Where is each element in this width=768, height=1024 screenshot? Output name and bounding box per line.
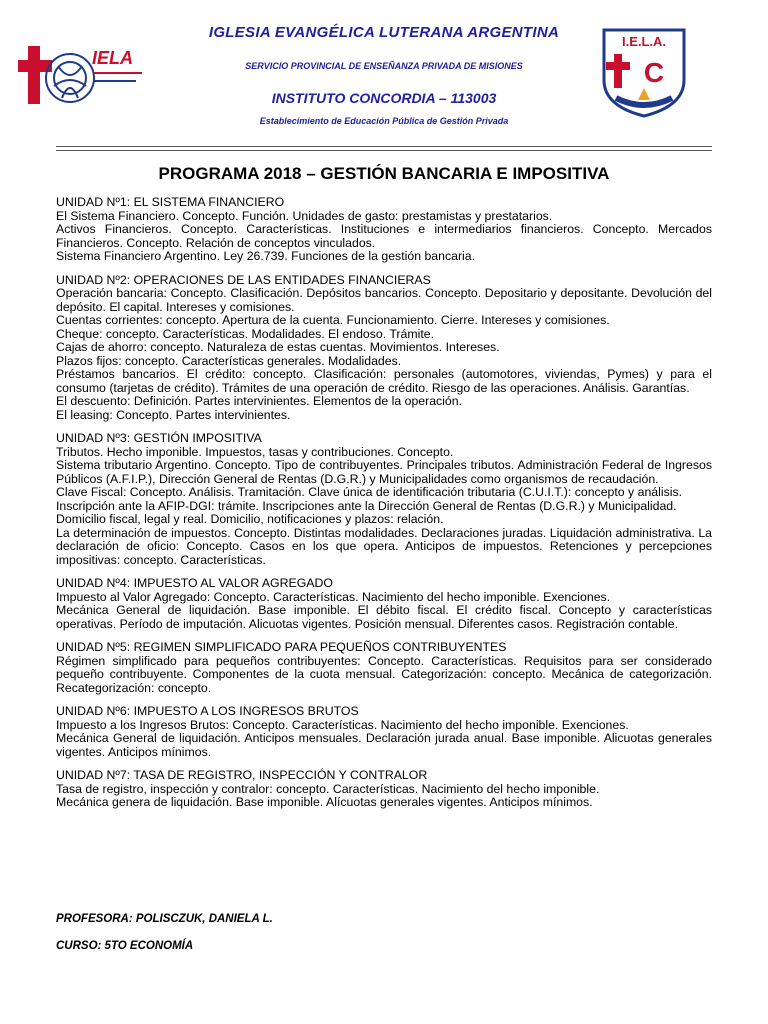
unit-5 bbox=[56, 641, 712, 695]
unit-2 bbox=[56, 274, 712, 423]
program-content bbox=[56, 196, 712, 820]
unit-line: Cheque: concepto. Características. Modalidades. El endoso. Trámite. bbox=[56, 326, 434, 341]
unit-line: Impuesto al Valor Agregado: Concepto. Características. Nacimiento del hecho imponible. Exenciones. bbox=[56, 589, 611, 604]
unit-line: Plazos fijos: concepto. Características generales. Modalidades. bbox=[56, 353, 402, 368]
unit-line: Mecánica General de liquidación. Base imponible. El débito fiscal. El crédito fiscal. Concepto y características operativas. Período de imputación. Alicuotas vigentes. Posición mensual. Diferentes casos. Registración contable. bbox=[56, 603, 712, 631]
unit-heading: UNIDAD Nº4: IMPUESTO AL VALOR AGREGADO bbox=[56, 576, 333, 590]
unit-heading: UNIDAD Nº2: OPERACIONES DE LAS ENTIDADES FINANCIERAS bbox=[56, 272, 431, 287]
unit-line: El descuento: Definición. Partes intervinientes. Elementos de la operación. bbox=[56, 394, 463, 408]
unit-line: Clave Fiscal: Concepto. Análisis. Tramitación. Clave única de identificación tributaria (C.U.I.T.): concepto y análisis. bbox=[56, 485, 683, 499]
unit-line: Régimen simplificado para pequeños contribuyentes: Concepto. Características. Requisitos para ser considerado pequeño contribuyente. Componentes de la cuota mensual. Categorización: concepto. Mecánica de categorización. Recategorización: concepto. bbox=[56, 653, 712, 695]
svg-text:I.E.L.A.: I.E.L.A. bbox=[621, 34, 667, 49]
iela-logo bbox=[18, 38, 170, 114]
course-name: CURSO: 5TO ECONOMÍA bbox=[56, 940, 194, 952]
service-name: SERVICIO PROVINCIAL DE ENSEÑANZA PRIVADA DE MISIONES bbox=[245, 61, 523, 71]
unit-line: El leasing: Concepto. Partes intervinientes. bbox=[56, 407, 291, 422]
unit-heading: UNIDAD Nº5: REGIMEN SIMPLIFICADO PARA PEQUEÑOS CONTRIBUYENTES bbox=[56, 640, 507, 654]
church-name: IGLESIA EVANGÉLICA LUTERANA ARGENTINA bbox=[208, 24, 560, 41]
unit-4 bbox=[56, 577, 712, 631]
unit-line: La determinación de impuestos. Concepto. Distintas modalidades. Declaraciones juradas. Liquidación administrativa. La declaración de oficio: Concepto. Casos en los que opera. Anticipos de impuestos. Retenciones y percepciones impositivas: concepto. Características. bbox=[56, 525, 712, 567]
page-title: PROGRAMA 2018 – GESTIÓN BANCARIA E IMPOSITIVA bbox=[158, 164, 610, 183]
unit-7 bbox=[56, 769, 712, 810]
unit-heading: UNIDAD Nº7: TASA DE REGISTRO, INSPECCIÓN Y CONTRALOR bbox=[56, 768, 428, 782]
establishment-type: Establecimiento de Educación Pública de Gestión Privada bbox=[259, 116, 509, 126]
unit-line: Inscripción ante la AFIP-DGI: trámite. Inscripciones ante la Dirección General de Rentas (D.G.R.) y Municipalidad. bbox=[56, 498, 677, 513]
unit-line: El Sistema Financiero. Concepto. Función. Unidades de gasto: prestamistas y prestatarios. bbox=[56, 208, 553, 223]
luther-rose-icon bbox=[46, 54, 94, 102]
header-divider-secondary bbox=[56, 150, 712, 151]
shield-cross-icon bbox=[614, 54, 622, 88]
unit-6 bbox=[56, 705, 712, 759]
unit-line: Sistema Financiero Argentino. Ley 26.739. Funciones de la gestión bancaria. bbox=[56, 249, 476, 263]
school-shield-logo bbox=[598, 26, 690, 118]
institute-name: INSTITUTO CONCORDIA – 113003 bbox=[271, 90, 497, 106]
unit-line: Tributos. Hecho imponible. Impuestos, tasas y contribuciones. Concepto. bbox=[56, 444, 454, 459]
unit-line: Sistema tributario Argentino. Concepto. Tipo de contribuyentes. Principales tributos. Administración Federal de Ingresos Públicos (A.F.I.P.), Dirección General de Rentas (D.G.R.) y Municipalidades como organismos de recaudación. bbox=[56, 458, 712, 486]
unit-heading: UNIDAD Nº6: IMPUESTO A LOS INGRESOS BRUTOS bbox=[56, 704, 359, 718]
unit-line: Mecánica General de liquidación. Anticipos mensuales. Declaración jurada anual. Base imponible. Alicuotas generales vigentes. Anticipos mínimos. bbox=[56, 731, 712, 759]
teacher-name: PROFESORA: POLISCZUK, DANIELA L. bbox=[56, 913, 273, 925]
svg-text:IELA: IELA bbox=[92, 48, 134, 68]
unit-line: Domicilio fiscal, legal y real. Domicilio, notificaciones y plazos: relación. bbox=[56, 512, 444, 526]
unit-heading: UNIDAD Nº3: GESTIÓN IMPOSITIVA bbox=[56, 431, 262, 445]
unit-line: Impuesto a los Ingresos Brutos: Concepto. Características. Nacimiento del hecho imponible. Exenciones. bbox=[56, 717, 629, 732]
unit-line: Mecánica genera de liquidación. Base imponible. Alícuotas generales vigentes. Anticipos mínimos. bbox=[56, 795, 593, 809]
svg-text:C: C bbox=[643, 57, 665, 88]
unit-line: Operación bancaria: Concepto. Clasificación. Depósitos bancarios. Concepto. Depositario y depositante. Devolución del depósito. El capital. Intereses y comisiones. bbox=[56, 286, 712, 314]
header-divider bbox=[56, 146, 712, 147]
unit-line: Préstamos bancarios. El crédito: concepto. Clasificación: personales (automotores, viviendas, Pymes) y para el consumo (tarjetas de crédito). Trámites de una operación de crédito. Riesgo de las operaciones. Análisis. Garantías. bbox=[56, 367, 712, 395]
unit-line: Activos Financieros. Concepto. Características. Instituciones e intermediarios financieros. Concepto. Mercados Financieros. Concepto. Relación de conceptos vinculados. bbox=[56, 222, 712, 250]
unit-3 bbox=[56, 432, 712, 567]
unit-line: Cuentas corrientes: concepto. Apertura de la cuenta. Funcionamiento. Cierre. Intereses y comisiones. bbox=[56, 313, 610, 327]
unit-line: Cajas de ahorro: concepto. Naturaleza de estas cuentas. Movimientos. Intereses. bbox=[56, 340, 500, 354]
unit-heading: UNIDAD Nº1: EL SISTEMA FINANCIERO bbox=[56, 195, 285, 209]
unit-1 bbox=[56, 196, 712, 264]
unit-line: Tasa de registro, inspección y contralor: concepto. Características. Nacimiento del hecho imponible. bbox=[56, 781, 600, 796]
document-header bbox=[0, 0, 768, 145]
